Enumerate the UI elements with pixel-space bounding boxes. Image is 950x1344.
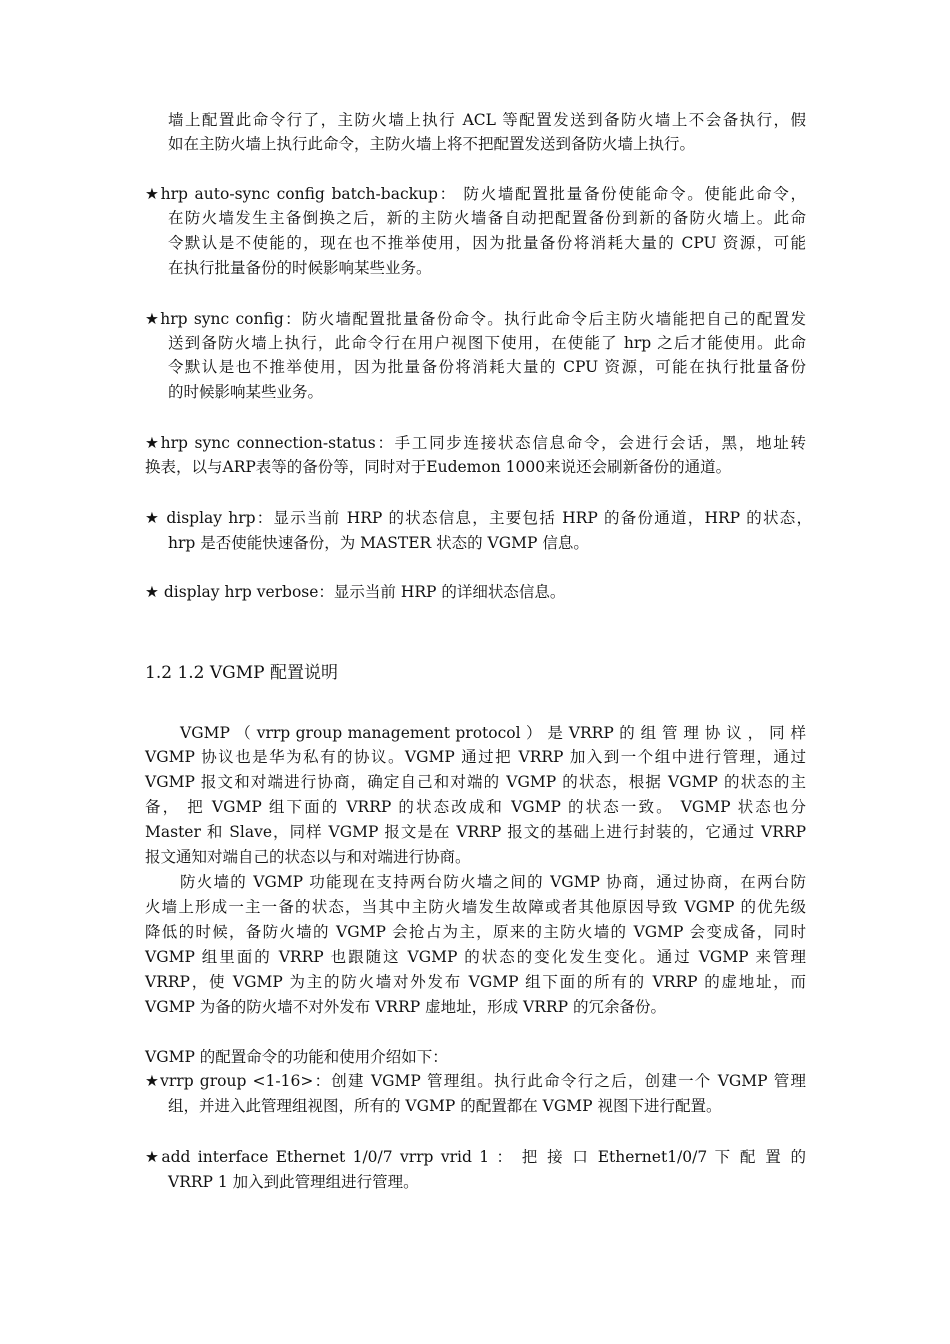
para2-line-3: 降低的时候，备防火墙的 VGMP 会抢占为主，原来的主防火墙的 VGMP 会变成备，同时 bbox=[145, 923, 806, 941]
para1-line-1: VGMP （ vrrp group management protocol ） 是 VRRP 的 组 管 理 协 议 ， 同 样 bbox=[180, 724, 806, 742]
intro-line-2: 如在主防火墙上执行此命令，主防火墙上将不把配置发送到备防火墙上执行。 bbox=[168, 135, 696, 153]
cmd-vrrp-group-line-1: ★vrrp group <1-16>：创建 VGMP 管理组。执行此命令行之后，创建一个 VGMP 管理 bbox=[145, 1072, 806, 1090]
para2-line-5: VRRP，使 VGMP 为主的防火墙对外发布 VGMP 组下面的所有的 VRRP 的虚地址，而 bbox=[145, 973, 806, 991]
item-connection-status-line-1: ★hrp sync connection-status：手工同步连接状态信息命令，会进行会话，黑，地址转 bbox=[145, 434, 806, 452]
cmd-vrrp-group-line-2: 组，并进入此管理组视图，所有的 VGMP 的配置都在 VGMP 视图下进行配置。 bbox=[168, 1097, 722, 1115]
cmds-intro: VGMP 的配置命令的功能和使用介绍如下： bbox=[145, 1048, 448, 1066]
para1-line-3: VGMP 报文和对端进行协商，确定自己和对端的 VGMP 的状态，根据 VGMP 的状态的主 bbox=[145, 773, 806, 791]
item-display-hrp-line-2: hrp 是否使能快速备份，为 MASTER 状态的 VGMP 信息。 bbox=[168, 534, 589, 552]
item-batch-backup-line-1: ★hrp auto-sync config batch-backup： 防火墙配置批量备份使能命令。使能此命令， bbox=[145, 185, 806, 203]
item-batch-backup-line-4: 在执行批量备份的时候影响某些业务。 bbox=[168, 259, 432, 277]
para2-line-6: VGMP 为备的防火墙不对外发布 VRRP 虚地址，形成 VRRP 的冗余备份。 bbox=[145, 998, 666, 1016]
para1-line-5: Master 和 Slave，同样 VGMP 报文是在 VRRP 报文的基础上进行封装的，它通过 VRRP bbox=[145, 823, 806, 841]
item-display-hrp-verbose: ★ display hrp verbose：显示当前 HRP 的详细状态信息。 bbox=[145, 583, 566, 601]
item-sync-config-line-1: ★hrp sync config：防火墙配置批量备份命令。执行此命令后主防火墙能把自己的配置发 bbox=[145, 310, 806, 328]
section-heading: 1.2 1.2 VGMP 配置说明 bbox=[145, 663, 338, 683]
item-batch-backup-line-3: 令默认是不使能的，现在也不推举使用，因为批量备份将消耗大量的 CPU 资源，可能 bbox=[168, 234, 806, 252]
item-display-hrp-line-1: ★ display hrp：显示当前 HRP 的状态信息，主要包括 HRP 的备份通道，HRP 的状态， bbox=[145, 509, 812, 527]
para1-line-2: VGMP 协议也是华为私有的协议。VGMP 通过把 VRRP 加入到一个组中进行管理，通过 bbox=[145, 748, 806, 766]
para2-line-2: 火墙上形成一主一备的状态，当其中主防火墙发生故障或者其他原因导致 VGMP 的优先级 bbox=[145, 898, 806, 916]
para1-line-4: 备， 把 VGMP 组下面的 VRRP 的状态改成和 VGMP 的状态一致。 VGMP 状态也分 bbox=[145, 798, 806, 816]
intro-line-1: 墙上配置此命令行了，主防火墙上执行 ACL 等配置发送到备防火墙上不会备执行，假 bbox=[168, 111, 806, 129]
cmd-add-interface-line-1: ★add interface Ethernet 1/0/7 vrrp vrid 1 ： 把 接 口 Ethernet1/0/7 下 配 置 的 bbox=[145, 1148, 806, 1166]
cmd-add-interface-line-2: VRRP 1 加入到此管理组进行管理。 bbox=[168, 1173, 419, 1191]
item-sync-config-line-3: 令默认是也不推举使用，因为批量备份将消耗大量的 CPU 资源，可能在执行批量备份 bbox=[168, 358, 806, 376]
para1-line-6: 报文通知对端自己的状态以与和对端进行协商。 bbox=[145, 848, 471, 866]
item-sync-config-line-2: 送到备防火墙上执行，此命令行在用户视图下使用，在使能了 hrp 之后才能使用。此命 bbox=[168, 334, 806, 352]
item-connection-status-line-2: 换表，以与ARP表等的备份等，同时对于Eudemon 1000来说还会刷新备份的通道。 bbox=[145, 458, 732, 476]
para2-line-1: 防火墙的 VGMP 功能现在支持两台防火墙之间的 VGMP 协商，通过协商，在两台防 bbox=[180, 873, 806, 891]
item-sync-config-line-4: 的时候影响某些业务。 bbox=[168, 383, 324, 401]
item-batch-backup-line-2: 在防火墙发生主备倒换之后，新的主防火墙备自动把配置备份到新的备防火墙上。此命 bbox=[168, 209, 806, 227]
para2-line-4: VGMP 组里面的 VRRP 也跟随这 VGMP 的状态的变化发生变化。通过 VGMP 来管理 bbox=[145, 948, 806, 966]
